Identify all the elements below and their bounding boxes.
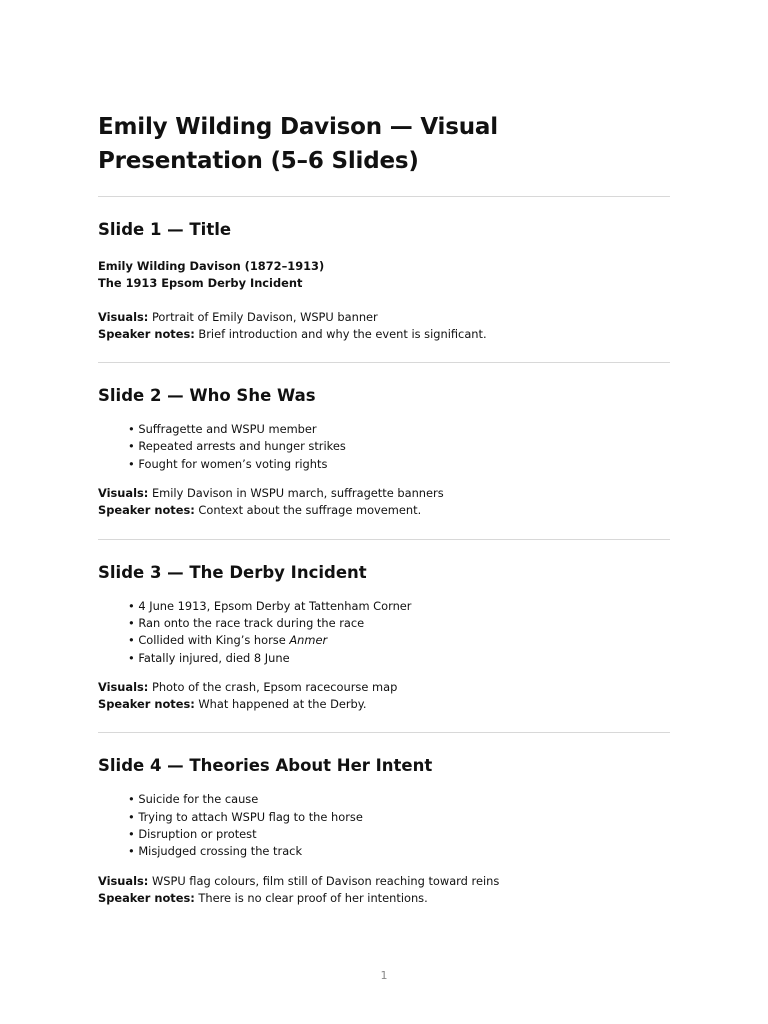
notes-text: What happened at the Derby.: [198, 697, 367, 712]
slide-1-section: [98, 197, 670, 343]
slide-4-section: [98, 733, 670, 907]
slide-2-meta: [98, 485, 670, 520]
notes-label: Speaker notes:: [98, 890, 195, 905]
list-item: • Suffragette and WSPU member: [128, 421, 670, 438]
horse-name: Anmer: [289, 633, 328, 648]
document-title: Emily Wilding Davison — Visual Presentation (5–6 Slides): [98, 114, 498, 174]
list-item: • Misjudged crossing the track: [128, 843, 670, 860]
notes-text: Context about the suffrage movement.: [198, 503, 422, 518]
slide-1-visuals: [98, 309, 670, 326]
visuals-text: Portrait of Emily Davison, WSPU banner: [151, 309, 378, 324]
slide-1-title-line: Emily Wilding Davison (1872–1913): [98, 259, 325, 273]
page-number: 1: [380, 969, 388, 982]
notes-label: Speaker notes:: [98, 326, 195, 341]
list-item: [128, 632, 670, 649]
slide-3-meta: [98, 679, 670, 714]
slide-4-heading: Slide 4 — Theories About Her Intent: [98, 756, 433, 776]
list-item: • 4 June 1913, Epsom Derby at Tattenham Corner: [128, 598, 670, 615]
slide-3-heading: Slide 3 — The Derby Incident: [98, 562, 367, 582]
slide-4-notes: [98, 890, 670, 907]
list-item: • Fatally injured, died 8 June: [128, 650, 670, 667]
slide-2-visuals: [98, 485, 670, 502]
visuals-text: Emily Davison in WSPU march, suffragette banners: [151, 486, 444, 501]
slide-1-notes: [98, 326, 670, 343]
visuals-text: WSPU flag colours, film still of Davison reaching toward reins: [151, 873, 500, 888]
slide-1-title-block: [98, 258, 670, 293]
list-item-text: Collided with King’s horse: [138, 633, 290, 648]
notes-label: Speaker notes:: [98, 503, 195, 518]
list-item: • Repeated arrests and hunger strikes: [128, 438, 670, 455]
visuals-label: Visuals:: [98, 679, 149, 694]
slide-4-visuals: [98, 873, 670, 890]
visuals-label: Visuals:: [98, 873, 149, 888]
slide-2-notes: [98, 502, 670, 519]
list-item: • Ran onto the race track during the race: [128, 615, 670, 632]
slide-3-section: [98, 540, 670, 714]
list-item: • Trying to attach WSPU flag to the horse: [128, 809, 670, 826]
slide-1-heading: Slide 1 — Title: [98, 220, 232, 239]
list-item: • Fought for women’s voting rights: [128, 456, 670, 473]
slide-3-bullet-list: [128, 598, 670, 667]
slide-2-heading: Slide 2 — Who She Was: [98, 386, 316, 406]
slide-1-subtitle-line: The 1913 Epsom Derby Incident: [98, 276, 303, 291]
notes-label: Speaker notes:: [98, 697, 195, 712]
visuals-label: Visuals:: [98, 486, 149, 501]
notes-text: There is no clear proof of her intentions.: [198, 890, 428, 905]
slide-1-meta: [98, 309, 670, 344]
list-item: • Suicide for the cause: [128, 791, 670, 808]
document-page: [98, 110, 670, 907]
list-item: • Disruption or protest: [128, 826, 670, 843]
notes-text: Brief introduction and why the event is significant.: [198, 326, 487, 341]
slide-2-bullet-list: [128, 421, 670, 473]
visuals-label: Visuals:: [98, 309, 149, 324]
visuals-text: Photo of the crash, Epsom racecourse map: [151, 679, 398, 694]
slide-4-meta: [98, 873, 670, 908]
slide-3-notes: [98, 696, 670, 713]
slide-2-section: [98, 363, 670, 519]
slide-3-visuals: [98, 679, 670, 696]
slide-4-bullet-list: [128, 791, 670, 860]
